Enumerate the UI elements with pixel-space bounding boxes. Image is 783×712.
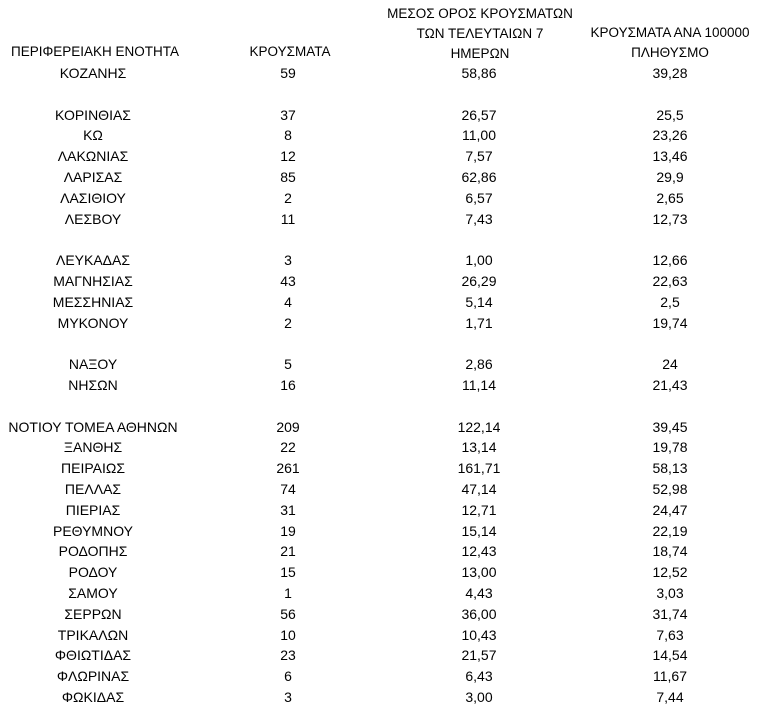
cell-cases-per-100k: 14,54 — [652, 647, 688, 664]
table-header — [0, 0, 783, 63]
cell-seven-day-average: 1,71 — [465, 314, 493, 331]
cell-cases: 11 — [280, 210, 296, 227]
cell-cases: 12 — [280, 148, 296, 165]
cell-seven-day-average: 13,14 — [461, 439, 497, 456]
cell-seven-day-average: 26,57 — [461, 106, 497, 123]
cell-cases: 19 — [280, 522, 296, 539]
cell-seven-day-average: 3,00 — [465, 688, 493, 705]
cell-cases-per-100k: 22,19 — [652, 522, 688, 539]
table-row — [0, 417, 783, 438]
table-row — [0, 583, 783, 604]
header-cases-per-100k — [570, 23, 770, 63]
cell-cases: 10 — [280, 626, 296, 643]
cell-regional-unit: ΝΟΤΙΟΥ ΤΟΜΕΑ ΑΘΗΝΩΝ — [8, 418, 178, 435]
cell-cases: 5 — [284, 356, 292, 373]
cell-cases-per-100k: 39,45 — [652, 418, 688, 435]
cell-cases: 37 — [280, 106, 296, 123]
cell-seven-day-average: 2,86 — [465, 356, 493, 373]
cell-cases: 22 — [280, 439, 296, 456]
table-row — [0, 541, 783, 562]
header-avg-line-2: ΤΩΝ ΤΕΛΕΥΤΑΙΩΝ 7 — [416, 26, 544, 41]
table-row — [0, 375, 783, 396]
table-row — [0, 313, 783, 334]
cell-regional-unit: ΝΗΣΩΝ — [68, 376, 118, 393]
cell-cases-per-100k: 7,63 — [656, 626, 684, 643]
cell-cases-per-100k: 3,03 — [656, 584, 684, 601]
table-row — [0, 292, 783, 313]
cell-cases-per-100k: 11,67 — [653, 668, 687, 685]
cell-cases-per-100k: 12,73 — [652, 210, 688, 227]
cell-regional-unit: ΦΛΩΡΙΝΑΣ — [56, 668, 130, 685]
header-regional-unit-label: ΠΕΡΙΦΕΡΕΙΑΚΗ ΕΝΟΤΗΤΑ — [10, 44, 180, 59]
cell-regional-unit: ΠΕΛΛΑΣ — [64, 480, 122, 497]
cell-seven-day-average: 4,43 — [465, 584, 493, 601]
cell-regional-unit: ΡΕΘΥΜΝΟΥ — [52, 522, 133, 539]
cell-cases-per-100k: 24 — [662, 356, 678, 373]
cell-cases-per-100k: 23,26 — [652, 127, 688, 144]
cell-cases: 6 — [284, 668, 292, 685]
cell-seven-day-average: 6,57 — [465, 189, 493, 206]
header-avg-line-3: ΗΜΕΡΩΝ — [450, 46, 510, 61]
cell-regional-unit: ΛΕΥΚΑΔΑΣ — [55, 252, 131, 269]
cell-cases-per-100k: 19,74 — [652, 314, 688, 331]
cell-seven-day-average: 11,14 — [462, 376, 496, 393]
spacer-row — [0, 396, 783, 417]
cell-cases-per-100k: 29,9 — [656, 168, 684, 185]
cell-regional-unit: ΛΑΡΙΣΑΣ — [63, 168, 123, 185]
cell-cases-per-100k: 21,43 — [652, 376, 688, 393]
cell-regional-unit: ΠΕΙΡΑΙΩΣ — [61, 460, 125, 477]
cell-cases-per-100k: 25,5 — [656, 106, 684, 123]
cell-regional-unit: ΠΙΕΡΙΑΣ — [65, 501, 121, 518]
cell-regional-unit: ΜΥΚΟΝΟΥ — [57, 314, 129, 331]
cell-cases-per-100k: 7,44 — [656, 688, 684, 705]
cell-cases-per-100k: 52,98 — [652, 480, 688, 497]
cell-cases: 2 — [284, 189, 292, 206]
table-row — [0, 687, 783, 708]
table-row — [0, 250, 783, 271]
cell-cases: 43 — [280, 272, 296, 289]
cell-seven-day-average: 47,14 — [461, 480, 497, 497]
cell-cases: 3 — [284, 688, 292, 705]
table-row — [0, 146, 783, 167]
cell-regional-unit: ΛΑΣΙΘΙΟΥ — [60, 189, 126, 206]
table-row — [0, 271, 783, 292]
table-row — [0, 63, 783, 84]
cell-cases: 59 — [280, 65, 296, 81]
table-row — [0, 645, 783, 666]
table-row — [0, 562, 783, 583]
cell-seven-day-average: 62,86 — [461, 168, 497, 185]
cell-cases-per-100k: 2,65 — [656, 189, 684, 206]
cell-seven-day-average: 5,14 — [465, 293, 493, 310]
cell-seven-day-average: 6,43 — [465, 668, 493, 685]
spacer-row — [0, 84, 783, 105]
cell-regional-unit: ΤΡΙΚΑΛΩΝ — [57, 626, 129, 643]
table-body — [0, 63, 783, 708]
table-row — [0, 437, 783, 458]
header-cases-label: ΚΡΟΥΣΜΑΤΑ — [249, 44, 331, 59]
cell-seven-day-average: 7,43 — [465, 210, 493, 227]
cell-cases: 3 — [284, 252, 292, 269]
cell-regional-unit: ΦΘΙΩΤΙΔΑΣ — [54, 647, 132, 664]
table-row — [0, 604, 783, 625]
table-row — [0, 167, 783, 188]
cell-cases: 15 — [280, 564, 296, 581]
cell-cases: 21 — [280, 543, 296, 560]
cell-cases: 56 — [280, 605, 296, 622]
cell-cases: 16 — [280, 376, 296, 393]
table-row — [0, 500, 783, 521]
cell-regional-unit: ΞΑΝΘΗΣ — [63, 439, 123, 456]
cell-seven-day-average: 11,00 — [462, 127, 496, 144]
cell-regional-unit: ΚΟΡΙΝΘΙΑΣ — [55, 106, 131, 123]
cell-seven-day-average: 15,14 — [461, 522, 497, 539]
spacer-row — [0, 333, 783, 354]
cell-regional-unit: ΣΕΡΡΩΝ — [64, 605, 122, 622]
cell-cases: 261 — [276, 460, 300, 477]
cell-cases: 85 — [280, 168, 296, 185]
cell-seven-day-average: 12,43 — [461, 543, 497, 560]
cell-cases-per-100k: 22,63 — [652, 272, 688, 289]
cell-seven-day-average: 10,43 — [461, 626, 497, 643]
cell-regional-unit: ΡΟΔΟΥ — [68, 564, 118, 581]
table-row — [0, 354, 783, 375]
cell-seven-day-average: 13,00 — [461, 564, 497, 581]
cell-cases: 2 — [284, 314, 292, 331]
table-row — [0, 666, 783, 687]
cell-cases: 31 — [280, 501, 296, 518]
header-seven-day-average — [370, 4, 590, 64]
cell-seven-day-average: 7,57 — [465, 148, 493, 165]
cell-seven-day-average: 21,57 — [461, 647, 497, 664]
cell-regional-unit: ΣΑΜΟΥ — [68, 584, 118, 601]
cell-cases: 4 — [284, 293, 292, 310]
cell-seven-day-average: 58,86 — [461, 65, 497, 81]
cell-cases-per-100k: 31,74 — [652, 605, 688, 622]
cell-regional-unit: ΜΑΓΝΗΣΙΑΣ — [53, 272, 133, 289]
cell-regional-unit: ΦΩΚΙΔΑΣ — [61, 688, 125, 705]
cell-cases: 23 — [280, 647, 296, 664]
cell-regional-unit: ΛΕΣΒΟΥ — [64, 210, 122, 227]
table-row — [0, 458, 783, 479]
cell-cases-per-100k: 13,46 — [652, 148, 688, 165]
cell-cases: 8 — [284, 127, 292, 144]
cell-cases: 74 — [280, 480, 296, 497]
header-per100k-line-1: ΚΡΟΥΣΜΑΤΑ ΑΝΑ 100000 — [590, 25, 750, 40]
cell-regional-unit: ΚΟΖΑΝΗΣ — [59, 65, 127, 81]
table-row — [0, 188, 783, 209]
cell-seven-day-average: 161,71 — [457, 460, 501, 477]
table-row — [0, 105, 783, 126]
header-regional-unit — [0, 42, 190, 62]
table-row — [0, 209, 783, 230]
header-per100k-line-2: ΠΛΗΘΥΣΜΟ — [631, 45, 709, 60]
table-row — [0, 521, 783, 542]
spacer-row — [0, 229, 783, 250]
cell-regional-unit: ΜΕΣΣΗΝΙΑΣ — [52, 293, 134, 310]
table-row — [0, 125, 783, 146]
header-cases — [230, 42, 350, 62]
cell-regional-unit: ΚΩ — [83, 127, 103, 144]
cell-regional-unit: ΡΟΔΟΠΗΣ — [58, 543, 128, 560]
cell-cases-per-100k: 2,5 — [660, 293, 680, 310]
cell-cases-per-100k: 12,52 — [652, 564, 688, 581]
header-avg-line-1: ΜΕΣΟΣ ΟΡΟΣ ΚΡΟΥΣΜΑΤΩΝ — [387, 6, 573, 21]
cell-cases-per-100k: 18,74 — [652, 543, 688, 560]
cell-cases: 1 — [284, 584, 292, 601]
cell-regional-unit: ΛΑΚΩΝΙΑΣ — [57, 148, 129, 165]
cell-cases-per-100k: 24,47 — [652, 501, 688, 518]
cell-cases-per-100k: 39,28 — [652, 65, 688, 81]
cell-seven-day-average: 1,00 — [465, 252, 493, 269]
cell-seven-day-average: 122,14 — [457, 418, 501, 435]
cell-seven-day-average: 36,00 — [461, 605, 497, 622]
cell-seven-day-average: 26,29 — [461, 272, 497, 289]
cell-cases: 209 — [276, 418, 300, 435]
table-row — [0, 625, 783, 646]
table-row — [0, 479, 783, 500]
cell-seven-day-average: 12,71 — [461, 501, 497, 518]
cell-cases-per-100k: 19,78 — [652, 439, 688, 456]
cell-cases-per-100k: 58,13 — [652, 460, 688, 477]
cell-regional-unit: ΝΑΞΟΥ — [68, 356, 118, 373]
cell-cases-per-100k: 12,66 — [652, 252, 688, 269]
